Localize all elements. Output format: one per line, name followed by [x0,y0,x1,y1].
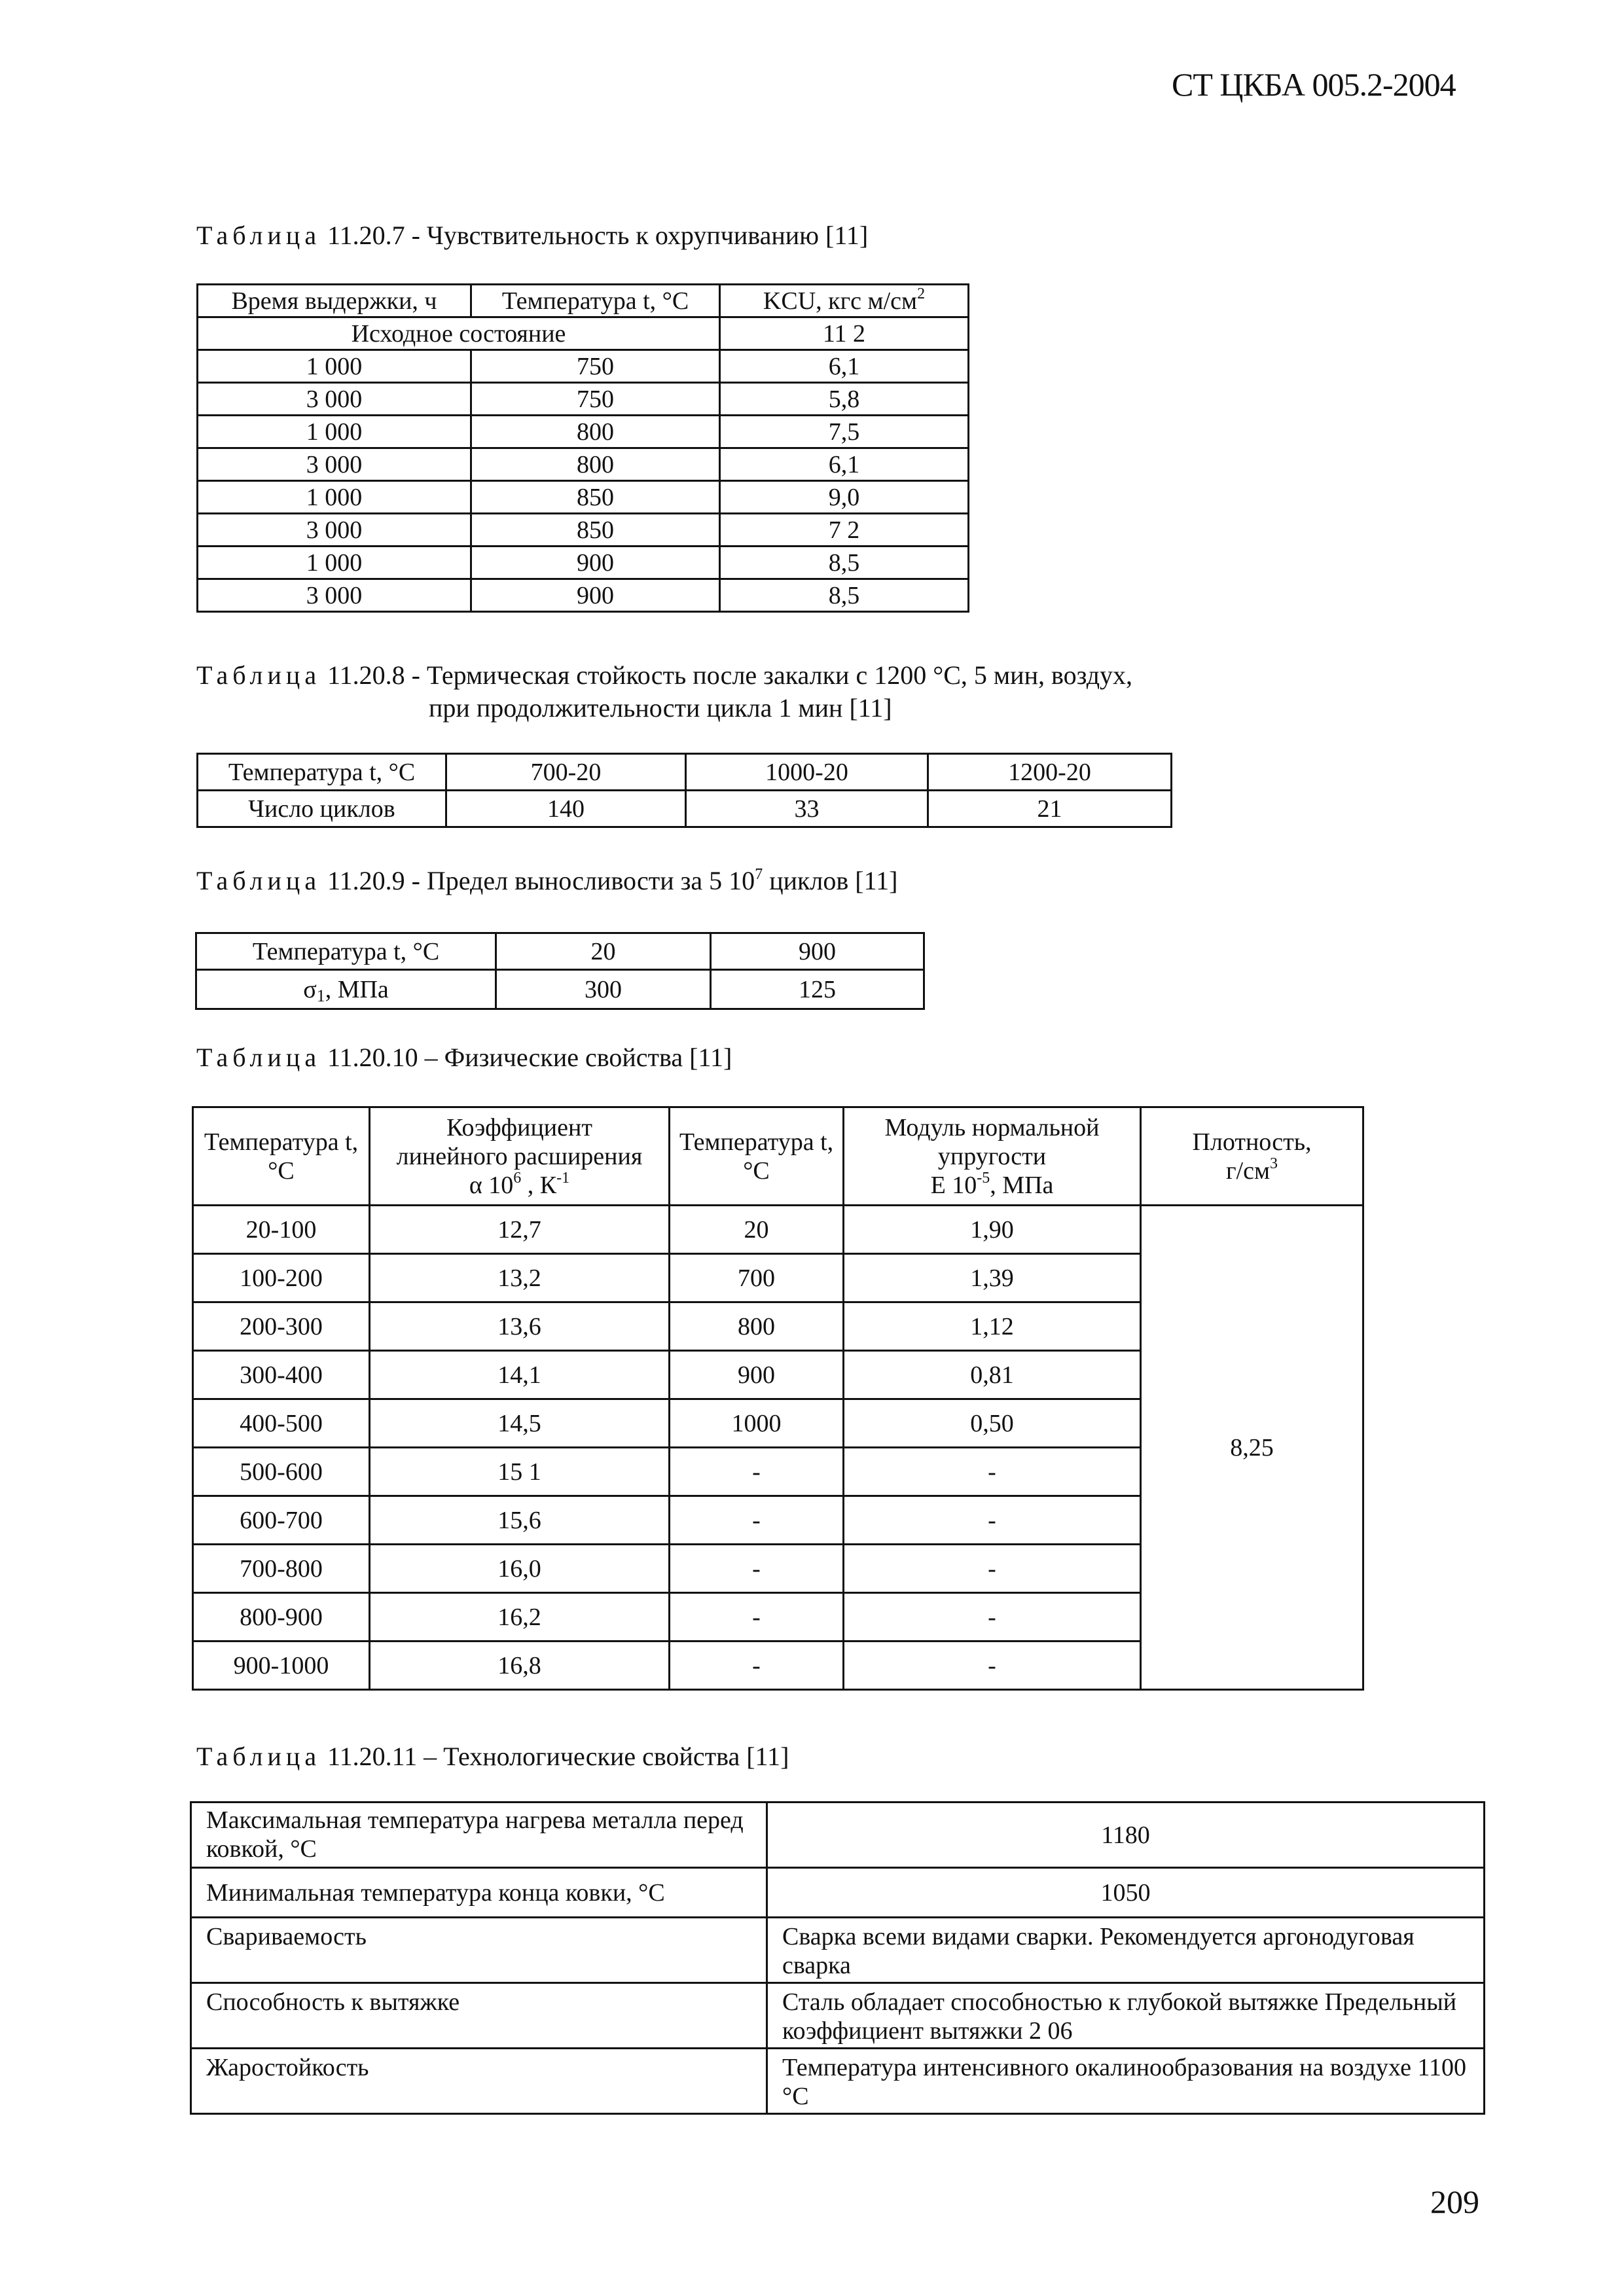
expansion-coefficient-cell: 12,7 [370,1206,670,1254]
table-11-20-9 [195,932,925,1010]
property-label: Жаростойкость [191,2049,767,2114]
temperature-cell: - [670,1496,844,1545]
time-cell: 1 000 [198,481,471,514]
temperature-cell: 800 [471,416,720,448]
caption-number: 11.20.9 [327,866,405,895]
endurance-limit-label: $\sigma_1$, МПа [196,970,496,1009]
table-row [198,448,969,481]
expansion-coefficient-cell: 15,6 [370,1496,670,1545]
elastic-modulus-cell: - [844,1496,1141,1545]
expansion-coefficient-cell: 13,6 [370,1302,670,1351]
table-11-20-10 [192,1106,1364,1691]
caption-title: – Технологические свойства [11] [424,1742,789,1771]
header-temperature: Температура t, °C [193,1107,370,1206]
table-11-20-11-caption [196,1741,789,1772]
table-row [198,547,969,579]
header-temperature: Температура t, °C [670,1107,844,1206]
temperature-cell: 20 [670,1206,844,1254]
time-cell: 3 000 [198,448,471,481]
caption-number: 11.20.10 [327,1043,418,1072]
table-row [198,514,969,547]
temperature-range-cell: 200-300 [193,1302,370,1351]
temperature-cell: 750 [471,383,720,416]
temperature-range-cell: 800-900 [193,1593,370,1641]
temperature-cell: 900 [471,579,720,612]
expansion-coefficient-cell: 15 1 [370,1448,670,1496]
temperature-value: 1200-20 [928,754,1172,791]
elastic-modulus-cell: 1,12 [844,1302,1141,1351]
temperature-range-cell: 300-400 [193,1351,370,1399]
table-11-20-7-caption [196,220,868,251]
temperature-label: Температура t, °C [196,933,496,970]
kcu-cell: 9,0 [720,481,969,514]
time-cell: 3 000 [198,383,471,416]
table-11-20-8-caption-line2: при продолжительности цикла 1 мин [11] [429,693,892,723]
elastic-modulus-cell: - [844,1641,1141,1690]
caption-number: 11.20.8 [327,660,405,690]
caption-label: Таблица [196,1043,321,1072]
time-cell: 3 000 [198,514,471,547]
temperature-cell: 900 [471,547,720,579]
temperature-cell: - [670,1641,844,1690]
document-code: СТ ЦКБА 005.2-2004 [1172,66,1456,103]
density-cell: 8,25 [1141,1206,1363,1690]
elastic-modulus-cell: - [844,1545,1141,1593]
temperature-range-cell: 900-1000 [193,1641,370,1690]
temperature-label: Температура t, °C [198,754,446,791]
time-cell: 3 000 [198,579,471,612]
temperature-cell: 850 [471,481,720,514]
header-elastic-modulus: Модуль нормальной упругости E $10^{-5}$, МПа [844,1107,1141,1206]
time-cell: 1 000 [198,350,471,383]
property-label: Способность к вытяжке [191,1983,767,2049]
header-expansion-coefficient: Коэффициент линейного расширения α $10^6$ , $К^{-1}$ [370,1107,670,1206]
table-row [198,416,969,448]
temperature-cell: 900 [670,1351,844,1399]
initial-state-label: Исходное состояние [198,317,720,350]
table-11-20-8-caption [196,660,1132,691]
caption-label: Таблица [196,1742,321,1771]
temperature-value: 700-20 [446,754,686,791]
property-label: Свариваемость [191,1918,767,1983]
property-value: 1050 [767,1868,1485,1918]
time-cell: 1 000 [198,416,471,448]
caption-label: Таблица [196,866,321,895]
initial-state-value: 11 2 [720,317,969,350]
caption-label: Таблица [196,660,321,690]
property-value: Сварка всеми видами сварки. Рекомендуется аргонодуговая сварка [767,1918,1485,1983]
cycles-value: 140 [446,791,686,827]
table-row [198,383,969,416]
temperature-range-cell: 700-800 [193,1545,370,1593]
temperature-cell: 1000 [670,1399,844,1448]
table-11-20-9-caption [196,865,897,897]
temperature-range-cell: 100-200 [193,1254,370,1302]
header-density: Плотность, $г/см^3$ [1141,1107,1363,1206]
property-value: Сталь обладает способностью к глубокой вытяжке Предельный коэффициент вытяжки 2 06 [767,1983,1485,2049]
temperature-cell: 800 [670,1302,844,1351]
expansion-coefficient-cell: 14,1 [370,1351,670,1399]
elastic-modulus-cell: 0,81 [844,1351,1141,1399]
temperature-value: 20 [496,933,711,970]
table-row [198,350,969,383]
table-11-20-11 [190,1801,1485,2115]
temperature-cell: 750 [471,350,720,383]
caption-title: - Предел выносливости за 5 $10^7$ циклов [11] [411,866,898,895]
temperature-cell: 700 [670,1254,844,1302]
endurance-limit-value: 125 [711,970,924,1009]
expansion-coefficient-cell: 16,8 [370,1641,670,1690]
expansion-coefficient-cell: 16,0 [370,1545,670,1593]
kcu-cell: 8,5 [720,579,969,612]
temperature-value: 1000-20 [686,754,928,791]
temperature-range-cell: 500-600 [193,1448,370,1496]
property-label: Максимальная температура нагрева металла перед ковкой, °C [191,1803,767,1868]
property-value: 1180 [767,1803,1485,1868]
elastic-modulus-cell: 1,90 [844,1206,1141,1254]
expansion-coefficient-cell: 16,2 [370,1593,670,1641]
caption-title: - Чувствительность к охрупчиванию [11] [411,221,869,250]
caption-label: Таблица [196,221,321,250]
cycles-value: 21 [928,791,1172,827]
temperature-cell: 850 [471,514,720,547]
endurance-limit-value: 300 [496,970,711,1009]
property-label: Минимальная температура конца ковки, °C [191,1868,767,1918]
header-time: Время выдержки, ч [198,285,471,317]
table-row [198,481,969,514]
table-11-20-8 [196,753,1172,828]
caption-number: 11.20.11 [327,1742,418,1771]
caption-title: - Термическая стойкость после закалки с 1200 °C, 5 мин, воздух, [411,660,1133,690]
table-11-20-10-caption [196,1042,732,1073]
elastic-modulus-cell: - [844,1448,1141,1496]
time-cell: 1 000 [198,547,471,579]
caption-title: – Физические свойства [11] [424,1043,732,1072]
kcu-cell: 8,5 [720,547,969,579]
cycles-label: Число циклов [198,791,446,827]
kcu-cell: 6,1 [720,350,969,383]
temperature-range-cell: 400-500 [193,1399,370,1448]
header-temperature: Температура t, °C [471,285,720,317]
expansion-coefficient-cell: 14,5 [370,1399,670,1448]
caption-number: 11.20.7 [327,221,405,250]
elastic-modulus-cell: 0,50 [844,1399,1141,1448]
expansion-coefficient-cell: 13,2 [370,1254,670,1302]
elastic-modulus-cell: 1,39 [844,1254,1141,1302]
temperature-cell: 800 [471,448,720,481]
kcu-cell: 5,8 [720,383,969,416]
cycles-value: 33 [686,791,928,827]
elastic-modulus-cell: - [844,1593,1141,1641]
temperature-range-cell: 600-700 [193,1496,370,1545]
kcu-cell: 6,1 [720,448,969,481]
table-row [198,579,969,612]
header-kcu: KCU, кгс $м/см^2$ [720,285,969,317]
table-row [193,1206,1363,1254]
table-11-20-7 [196,283,969,613]
kcu-cell: 7,5 [720,416,969,448]
temperature-cell: - [670,1448,844,1496]
page-number: 209 [1430,2183,1479,2220]
temperature-value: 900 [711,933,924,970]
property-value: Температура интенсивного окалинообразования на воздухе 1100 °C [767,2049,1485,2114]
temperature-cell: - [670,1545,844,1593]
temperature-cell: - [670,1593,844,1641]
temperature-range-cell: 20-100 [193,1206,370,1254]
kcu-cell: 7 2 [720,514,969,547]
